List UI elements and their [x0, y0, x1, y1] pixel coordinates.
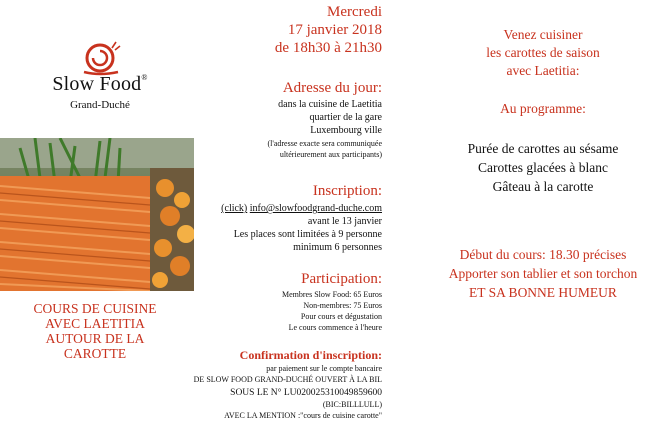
- confirmation-mention: AVEC LA MENTION :"cours de cuisine carotte": [224, 411, 382, 420]
- invite-line: les carottes de saison: [486, 45, 600, 60]
- confirmation-heading: Confirmation d'inscription:: [239, 348, 382, 362]
- inscription-deadline: avant le 13 janvier: [307, 216, 382, 227]
- address-line: quartier de la gare: [309, 112, 382, 123]
- confirmation-bic: (BIC:BILLLULL): [322, 400, 382, 409]
- participation-heading: Participation:: [301, 271, 382, 287]
- address-heading: Adresse du jour:: [282, 80, 382, 96]
- course-title-line: COURS DE CUISINE: [33, 301, 157, 316]
- address-note: ultérieurement aux participants): [279, 150, 382, 159]
- inscription-heading: Inscription:: [312, 183, 382, 199]
- bring-note: Apporter son tablier et son torchon: [448, 266, 638, 281]
- carrots-photo: [0, 138, 194, 291]
- program-heading: Au programme:: [500, 101, 586, 116]
- course-title: [0, 301, 190, 361]
- confirmation-line: DE SLOW FOOD GRAND-DUCHÉ OUVERT À LA BIL: [193, 375, 382, 384]
- event-time: de 18h30 à 21h30: [274, 40, 382, 56]
- inscription-minimum: minimum 6 personnes: [293, 242, 382, 253]
- participation-line: Pour cours et dégustation: [300, 312, 382, 321]
- participation-line: Le cours commence à l'heure: [288, 323, 382, 332]
- brand-name: Slow Food®: [52, 73, 148, 95]
- brand-subtitle: Grand-Duché: [70, 99, 130, 111]
- invite-line: avec Laetitia:: [506, 63, 580, 78]
- click-link[interactable]: (click): [221, 203, 248, 214]
- confirmation-line: par paiement sur le compte bancaire: [266, 364, 382, 373]
- program-item: Carottes glacées à blanc: [477, 160, 609, 175]
- carrots-image-icon: [0, 138, 194, 291]
- program-item: Gâteau à la carotte: [492, 179, 594, 194]
- address-note: (l'adresse exacte sera communiquée: [267, 139, 382, 148]
- event-day: Mercredi: [327, 4, 382, 20]
- event-date: 17 janvier 2018: [287, 22, 382, 38]
- inscription-contact: [221, 202, 382, 215]
- address-line: dans la cuisine de Laetitia: [278, 99, 382, 110]
- course-title-line: AVEC LAETITIA: [45, 316, 145, 331]
- participation-line: Membres Slow Food: 65 Euros: [282, 290, 382, 299]
- participation-line: Non-membres: 75 Euros: [303, 301, 382, 310]
- start-note: Début du cours: 18.30 précises: [459, 247, 627, 262]
- address-line: Luxembourg ville: [310, 125, 382, 136]
- email-link[interactable]: info@slowfoodgrand-duche.com: [249, 203, 382, 214]
- confirmation-account: SOUS LE N° LU020025310049859600: [230, 388, 382, 398]
- inscription-places: Les places sont limitées à 9 personne: [233, 229, 382, 240]
- course-title-line: CAROTTE: [63, 346, 127, 361]
- mood-note: ET SA BONNE HUMEUR: [469, 285, 617, 300]
- course-title-line: AUTOUR DE LA: [45, 331, 145, 346]
- program-item: Purée de carottes au sésame: [467, 141, 619, 156]
- invite-line: Venez cuisiner: [503, 27, 583, 42]
